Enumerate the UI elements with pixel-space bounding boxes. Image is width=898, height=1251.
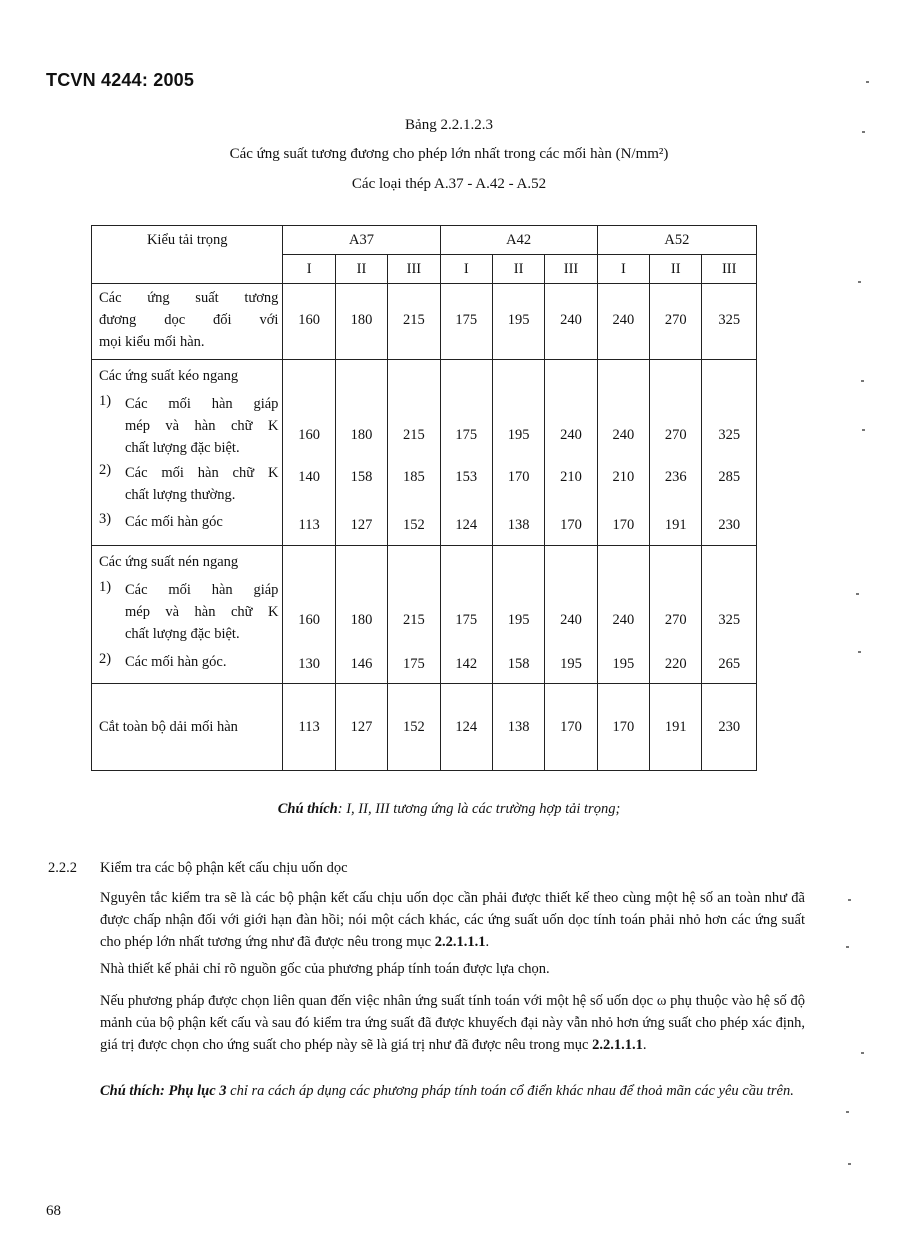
value-sub2: 170 — [507, 469, 530, 485]
scan-speck — [861, 1052, 864, 1054]
table-note — [0, 801, 898, 818]
row-label — [92, 546, 283, 684]
sub-number: 2) — [99, 651, 112, 667]
sub-number: 1) — [99, 579, 112, 595]
scan-speck — [862, 131, 865, 133]
value-cell: 124 — [440, 684, 492, 771]
value-cell — [492, 546, 544, 684]
value-sub2: 210 — [560, 469, 582, 485]
note-reference: : Phụ lục 3 — [160, 1083, 227, 1099]
scan-speck — [861, 380, 864, 382]
value-cell — [597, 360, 649, 546]
value-cell — [335, 546, 387, 684]
value-cell: 195 — [492, 284, 544, 360]
scan-speck — [858, 651, 861, 653]
value-sub2: 140 — [298, 469, 320, 485]
value-sub1: 180 — [350, 427, 373, 443]
label-line: Các mối hàn góc — [125, 514, 223, 530]
value-sub1: 215 — [402, 427, 425, 443]
label-line: Các mối hàn góc. — [125, 654, 227, 670]
value-sub2: 210 — [612, 469, 635, 485]
value-sub3: 170 — [612, 517, 635, 533]
value-sub1: 160 — [298, 427, 320, 443]
section-reference: 2.2.1.1.1 — [434, 934, 486, 950]
value-cell — [650, 360, 702, 546]
sub-item — [99, 651, 278, 673]
note-text: : I, II, III tương ứng là các trường hợp tải trọng; — [337, 801, 621, 817]
grade-header: A42 — [440, 226, 597, 255]
label-line: mép và hàn chữ K — [125, 604, 279, 620]
sub-item — [99, 393, 278, 459]
row-label — [92, 360, 283, 546]
value-sub2: 146 — [350, 656, 373, 672]
scan-speck — [846, 1111, 849, 1113]
value-sub3: 113 — [298, 517, 320, 533]
label-line: mọi kiểu mối hàn. — [99, 334, 205, 350]
value-cell: 240 — [545, 284, 597, 360]
value-sub2: 158 — [507, 656, 530, 672]
value-cell — [650, 546, 702, 684]
value-sub2: 130 — [298, 656, 320, 672]
value-cell — [492, 360, 544, 546]
value-sub1: 325 — [718, 612, 741, 628]
value-sub2: 220 — [664, 656, 687, 672]
paragraph: Nếu phương pháp được chọn liên quan đến việc nhân ứng suất tính toán với một hệ số uốn dọc ω phụ thuộc vào hệ số độ mảnh của bộ phận kết cấu và sau đó kiểm tra ứng suất đã được khuyếch đại này vẫn nhỏ hơn ứng suất cho phép xác định, giá trị được chọn cho ứng suất cho phép này sẽ là giá trị như đã được nêu trong mục 2.2.1.1.1. — [100, 993, 805, 1053]
value-cell — [335, 360, 387, 546]
value-sub2: 236 — [664, 469, 687, 485]
section-number: 2.2.2 — [48, 860, 77, 876]
paragraph-text: Nếu phương pháp được chọn liên quan đến việc nhân ứng suất tính toán với một hệ số uốn dọc ω phụ thuộc vào hệ số độ mảnh của bộ phận kết cấu và sau đó kiểm tra ứng suất đã được khuyếch đại này vẫn nhỏ hơn ứng suất cho phép xác định, giá trị được chọn cho ứng suất cho phép này sẽ là giá trị như đã được nêu trong mục — [100, 993, 805, 1053]
value-sub1: 240 — [612, 612, 635, 628]
label-line: Các mối hàn giáp — [125, 396, 279, 412]
value-sub2: 142 — [455, 656, 478, 672]
value-cell — [388, 360, 440, 546]
value-sub1: 270 — [664, 427, 687, 443]
label-line: Các mối hàn giáp — [125, 582, 279, 598]
value-sub3: 152 — [402, 517, 425, 533]
note-prefix: Chú thích — [277, 801, 338, 817]
value-sub3: 127 — [350, 517, 373, 533]
value-sub2: 185 — [402, 469, 425, 485]
scan-speck — [846, 946, 849, 948]
label-line: Các ứng suất tương — [99, 290, 279, 306]
value-sub1: 215 — [402, 612, 425, 628]
load-type-header: Kiểu tải trọng — [92, 226, 283, 284]
table-row — [92, 546, 757, 684]
value-cell: 180 — [335, 284, 387, 360]
row-label — [92, 284, 283, 360]
scan-speck — [866, 81, 869, 83]
table-row — [92, 684, 757, 771]
note-prefix: Chú thích — [100, 1083, 161, 1099]
page-number: 68 — [46, 1203, 61, 1219]
value-cell — [702, 360, 757, 546]
value-sub1: 240 — [560, 612, 582, 628]
value-sub3: 191 — [664, 517, 687, 533]
value-sub1: 270 — [664, 612, 687, 628]
case-header: II — [492, 255, 544, 284]
table-row — [92, 360, 757, 546]
label-line: chất lượng đặc biệt. — [125, 626, 240, 642]
value-sub2: 153 — [455, 469, 478, 485]
sub-item — [99, 462, 278, 506]
value-cell: 138 — [492, 684, 544, 771]
value-cell — [597, 546, 649, 684]
sub-number: 3) — [99, 511, 112, 527]
value-cell: 325 — [702, 284, 757, 360]
value-sub1: 325 — [718, 427, 741, 443]
value-cell — [283, 546, 335, 684]
value-sub1: 175 — [455, 612, 478, 628]
group-title: Các ứng suất kéo ngang — [99, 368, 239, 384]
label-line: mép và hàn chữ K — [125, 418, 279, 434]
value-sub1: 180 — [350, 612, 373, 628]
scan-speck — [848, 899, 851, 901]
sub-item — [99, 579, 278, 645]
scan-speck — [856, 593, 859, 595]
value-cell: 170 — [597, 684, 649, 771]
value-sub1: 240 — [560, 427, 582, 443]
scan-speck — [862, 429, 865, 431]
paragraph: Nhà thiết kế phải chỉ rõ nguồn gốc của phương pháp tính toán được lựa chọn. — [100, 961, 550, 977]
case-header: II — [335, 255, 387, 284]
case-header: III — [702, 255, 757, 284]
case-header: III — [388, 255, 440, 284]
paragraph: Nguyên tắc kiểm tra sẽ là các bộ phận kết cấu chịu uốn dọc cần phải được thiết kế theo cùng một hệ số an toàn như đã được chấp nhận đối với giới hạn đàn hồi; nói một cách khác, các ứng suất uốn dọc tính toán phải nhỏ hơn các ứng suất cho phép lớn nhất tương ứng như đã được nêu trong mục 2.2.1.1.1. — [100, 890, 805, 950]
sub-number: 2) — [99, 462, 112, 478]
row-label — [92, 684, 283, 771]
label-line: chất lượng thường. — [125, 487, 236, 503]
value-cell: 113 — [283, 684, 335, 771]
value-cell — [545, 546, 597, 684]
value-cell: 152 — [388, 684, 440, 771]
section-note — [100, 1080, 805, 1102]
value-sub2: 195 — [560, 656, 582, 672]
value-cell — [702, 546, 757, 684]
value-cell: 215 — [388, 284, 440, 360]
table-caption: Các ứng suất tương đương cho phép lớn nhất trong các mối hàn (N/mm²) — [229, 146, 669, 162]
table-number: Bảng 2.2.1.2.3 — [405, 117, 493, 133]
case-header: I — [283, 255, 335, 284]
value-cell: 240 — [597, 284, 649, 360]
value-cell: 270 — [650, 284, 702, 360]
case-header: II — [650, 255, 702, 284]
sub-number: 1) — [99, 393, 112, 409]
grade-header: A52 — [597, 226, 756, 255]
allowable-stress-table — [91, 225, 757, 771]
value-sub3: 138 — [507, 517, 530, 533]
table-row — [92, 284, 757, 360]
value-cell: 191 — [650, 684, 702, 771]
case-header: III — [545, 255, 597, 284]
value-sub1: 195 — [507, 427, 530, 443]
value-sub2: 195 — [612, 656, 635, 672]
section-title: Kiểm tra các bộ phận kết cấu chịu uốn dọc — [100, 860, 348, 876]
case-header: I — [597, 255, 649, 284]
value-sub1: 240 — [612, 427, 635, 443]
value-cell: 127 — [335, 684, 387, 771]
value-cell — [440, 546, 492, 684]
value-cell: 175 — [440, 284, 492, 360]
scan-speck — [848, 1163, 851, 1165]
value-cell: 160 — [283, 284, 335, 360]
grade-header: A37 — [283, 226, 440, 255]
value-sub1: 175 — [455, 427, 478, 443]
note-text: chỉ ra cách áp dụng các phương pháp tính toán cổ điển khác nhau để thoả mãn các yêu cầu trên. — [226, 1083, 794, 1099]
label-line: Các mối hàn chữ K — [125, 465, 279, 481]
value-sub3: 124 — [455, 517, 478, 533]
value-sub3: 170 — [560, 517, 582, 533]
paragraph-text: Nguyên tắc kiểm tra sẽ là các bộ phận kết cấu chịu uốn dọc cần phải được thiết kế theo cùng một hệ số an toàn như đã được chấp nhận đối với giới hạn đàn hồi; nói một cách khác, các ứng suất uốn dọc tính toán phải nhỏ hơn các ứng suất cho phép lớn nhất tương ứng như đã được nêu trong mục — [100, 890, 805, 950]
group-title: Các ứng suất nén ngang — [99, 554, 239, 570]
value-cell: 230 — [702, 684, 757, 771]
label-line: Cắt toàn bộ dải mối hàn — [99, 719, 238, 735]
value-sub2: 285 — [718, 469, 741, 485]
section-reference: 2.2.1.1.1 — [592, 1037, 643, 1053]
label-line: chất lượng đặc biệt. — [125, 440, 240, 456]
value-cell — [440, 360, 492, 546]
value-sub1: 195 — [507, 612, 530, 628]
value-cell: 170 — [545, 684, 597, 771]
value-sub2: 175 — [402, 656, 425, 672]
value-cell — [388, 546, 440, 684]
value-sub2: 265 — [718, 656, 741, 672]
table-steel-grades: Các loại thép A.37 - A.42 - A.52 — [351, 176, 547, 192]
value-sub1: 160 — [298, 612, 320, 628]
value-sub3: 230 — [718, 517, 741, 533]
value-sub2: 158 — [350, 469, 373, 485]
label-line: đương dọc đối với — [99, 312, 279, 328]
case-header: I — [440, 255, 492, 284]
value-cell — [545, 360, 597, 546]
value-cell — [283, 360, 335, 546]
scan-speck — [858, 281, 861, 283]
document-code: TCVN 4244: 2005 — [46, 70, 195, 90]
sub-item — [99, 511, 278, 533]
